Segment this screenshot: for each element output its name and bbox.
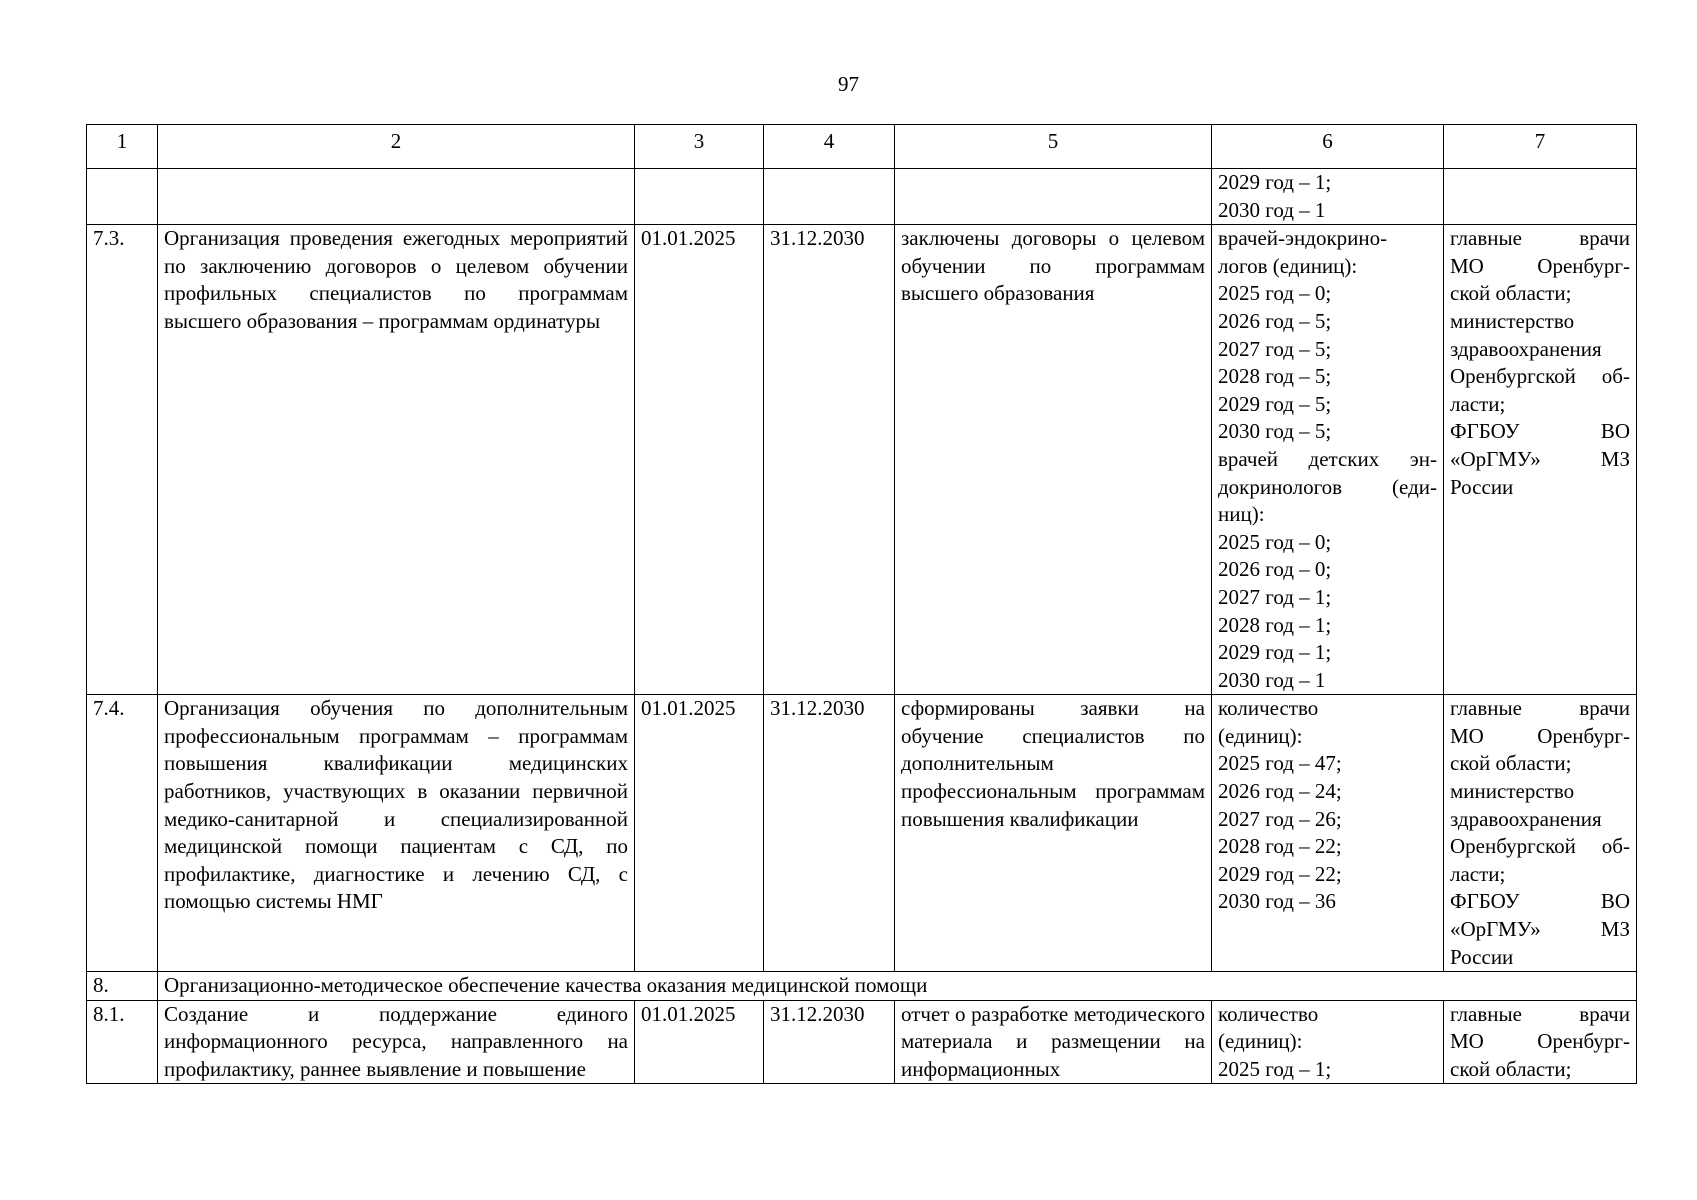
responsible-line: МО Оренбург- <box>1450 723 1630 748</box>
responsible-line: Оренбургской об- <box>1450 834 1630 859</box>
expected-result: сформированы заявки на обучение специалистов по дополнительным профессиональным программам повышения квалификации <box>895 695 1212 972</box>
indicator-line: 2027 год – 5; <box>1218 336 1332 361</box>
responsible-line: ласти; <box>1450 391 1506 416</box>
column-header: 7 <box>1444 125 1637 169</box>
responsible-line: Оренбургской об- <box>1450 364 1630 389</box>
measure-text <box>158 169 635 225</box>
responsible-line: ласти; <box>1450 861 1506 886</box>
indicator-line: 2029 год – 22; <box>1218 861 1342 886</box>
section-row <box>87 972 1637 1001</box>
start-date: 01.01.2025 <box>635 695 764 972</box>
indicator-line: 2027 год – 1; <box>1218 584 1332 609</box>
indicators-cell <box>1212 695 1444 972</box>
indicators-cell <box>1212 1000 1444 1083</box>
responsible-cell <box>1444 169 1637 225</box>
indicator-line: 2026 год – 24; <box>1218 779 1342 804</box>
indicator-line: врачей-эндокрино- <box>1218 226 1388 251</box>
row-number: 7.4. <box>87 695 158 972</box>
page-number: 97 <box>838 72 859 96</box>
table-row <box>87 225 1637 695</box>
responsible-cell <box>1444 1000 1637 1083</box>
indicator-line: 2029 год – 1; <box>1218 640 1332 665</box>
indicator-line: 2030 год – 1 <box>1218 197 1326 222</box>
indicator-line: 2030 год – 5; <box>1218 419 1332 444</box>
indicator-line: докринологов (еди- <box>1218 474 1437 499</box>
indicator-line: 2030 год – 1 <box>1218 667 1326 692</box>
responsible-line: здравоохранения <box>1450 806 1602 831</box>
section-number: 8. <box>87 972 158 1001</box>
indicator-line: 2028 год – 5; <box>1218 364 1332 389</box>
indicator-line: 2028 год – 1; <box>1218 612 1332 637</box>
start-date <box>635 169 764 225</box>
responsible-line: МО Оренбург- <box>1450 253 1630 278</box>
indicator-line: 2029 год – 1; <box>1218 170 1332 194</box>
column-header: 6 <box>1212 125 1444 169</box>
responsible-line: министерство <box>1450 308 1575 333</box>
responsible-line: главные врачи <box>1450 226 1630 251</box>
column-header: 2 <box>158 125 635 169</box>
measure-text: Организация обучения по дополнительным профессиональным программам – программам повышения квалификации медицинских работников, участвующих в оказании первичной медико-санитарной и специализированной медицинской помощи пациентам с СД, по профилактике, диагностике и лечению СД, с помощью системы НМГ <box>158 695 635 972</box>
indicators-cell <box>1212 225 1444 695</box>
start-date: 01.01.2025 <box>635 225 764 695</box>
column-header: 4 <box>764 125 895 169</box>
end-date: 31.12.2030 <box>764 225 895 695</box>
indicator-line: 2025 год – 0; <box>1218 281 1332 306</box>
measure-text: Создание и поддержание единого информационного ресурса, направленного на профилактику, раннее выявление и повышение <box>158 1000 635 1083</box>
header-row <box>87 125 1637 169</box>
column-header: 1 <box>87 125 158 169</box>
responsible-line: «ОрГМУ» МЗ <box>1450 446 1630 471</box>
responsible-cell <box>1444 225 1637 695</box>
indicator-line: 2030 год – 36 <box>1218 889 1336 914</box>
indicator-line: логов (единиц): <box>1218 253 1358 278</box>
indicator-line: количество <box>1218 1001 1319 1026</box>
end-date: 31.12.2030 <box>764 695 895 972</box>
indicator-line: (единиц): <box>1218 723 1303 748</box>
indicator-line: врачей детских эн- <box>1218 446 1437 471</box>
indicators-cell <box>1212 169 1444 225</box>
indicator-line: 2029 год – 5; <box>1218 391 1332 416</box>
end-date <box>764 169 895 225</box>
table-row <box>87 1000 1637 1083</box>
responsible-line: ФГБОУ ВО <box>1450 889 1630 914</box>
responsible-line: ской области; <box>1450 1057 1572 1081</box>
section-title: Организационно-методическое обеспечение качества оказания медицинской помощи <box>158 972 1637 1001</box>
row-number: 8.1. <box>87 1000 158 1083</box>
responsible-line: ской области; <box>1450 751 1572 776</box>
responsible-line: России <box>1450 474 1514 499</box>
indicator-line: 2026 год – 0; <box>1218 557 1332 582</box>
column-header: 3 <box>635 125 764 169</box>
measures-table <box>86 124 1637 1084</box>
measure-text: Организация проведения ежегодных мероприятий по заключению договоров о целевом обучении профильных специалистов по программам высшего образования – программам ординатуры <box>158 225 635 695</box>
responsible-line: ФГБОУ ВО <box>1450 419 1630 444</box>
expected-result: отчет о разработке методического материала и размещении на информационных <box>895 1000 1212 1083</box>
responsible-line: здравоохранения <box>1450 336 1602 361</box>
indicator-line: 2026 год – 5; <box>1218 308 1332 333</box>
indicator-line: 2025 год – 47; <box>1218 751 1342 776</box>
responsible-line: ской области; <box>1450 281 1572 306</box>
table-row <box>87 169 1637 225</box>
indicator-line: (единиц): <box>1218 1029 1303 1054</box>
indicator-line: ниц): <box>1218 502 1265 527</box>
row-number <box>87 169 158 225</box>
start-date: 01.01.2025 <box>635 1000 764 1083</box>
indicator-line: 2028 год – 22; <box>1218 834 1342 859</box>
indicator-line: 2025 год – 0; <box>1218 529 1332 554</box>
row-number: 7.3. <box>87 225 158 695</box>
indicator-line: количество <box>1218 696 1319 721</box>
responsible-line: главные врачи <box>1450 696 1630 721</box>
responsible-line: МО Оренбург- <box>1450 1029 1630 1054</box>
responsible-line: министерство <box>1450 779 1575 804</box>
responsible-line: главные врачи <box>1450 1001 1630 1026</box>
responsible-line: «ОрГМУ» МЗ <box>1450 917 1630 942</box>
responsible-line: России <box>1450 944 1514 969</box>
column-header: 5 <box>895 125 1212 169</box>
indicator-line: 2025 год – 1; <box>1218 1057 1332 1081</box>
end-date: 31.12.2030 <box>764 1000 895 1083</box>
expected-result <box>895 169 1212 225</box>
expected-result: заключены договоры о целевом обучении по программам высшего образования <box>895 225 1212 695</box>
responsible-cell <box>1444 695 1637 972</box>
table-row <box>87 695 1637 972</box>
indicator-line: 2027 год – 26; <box>1218 806 1342 831</box>
